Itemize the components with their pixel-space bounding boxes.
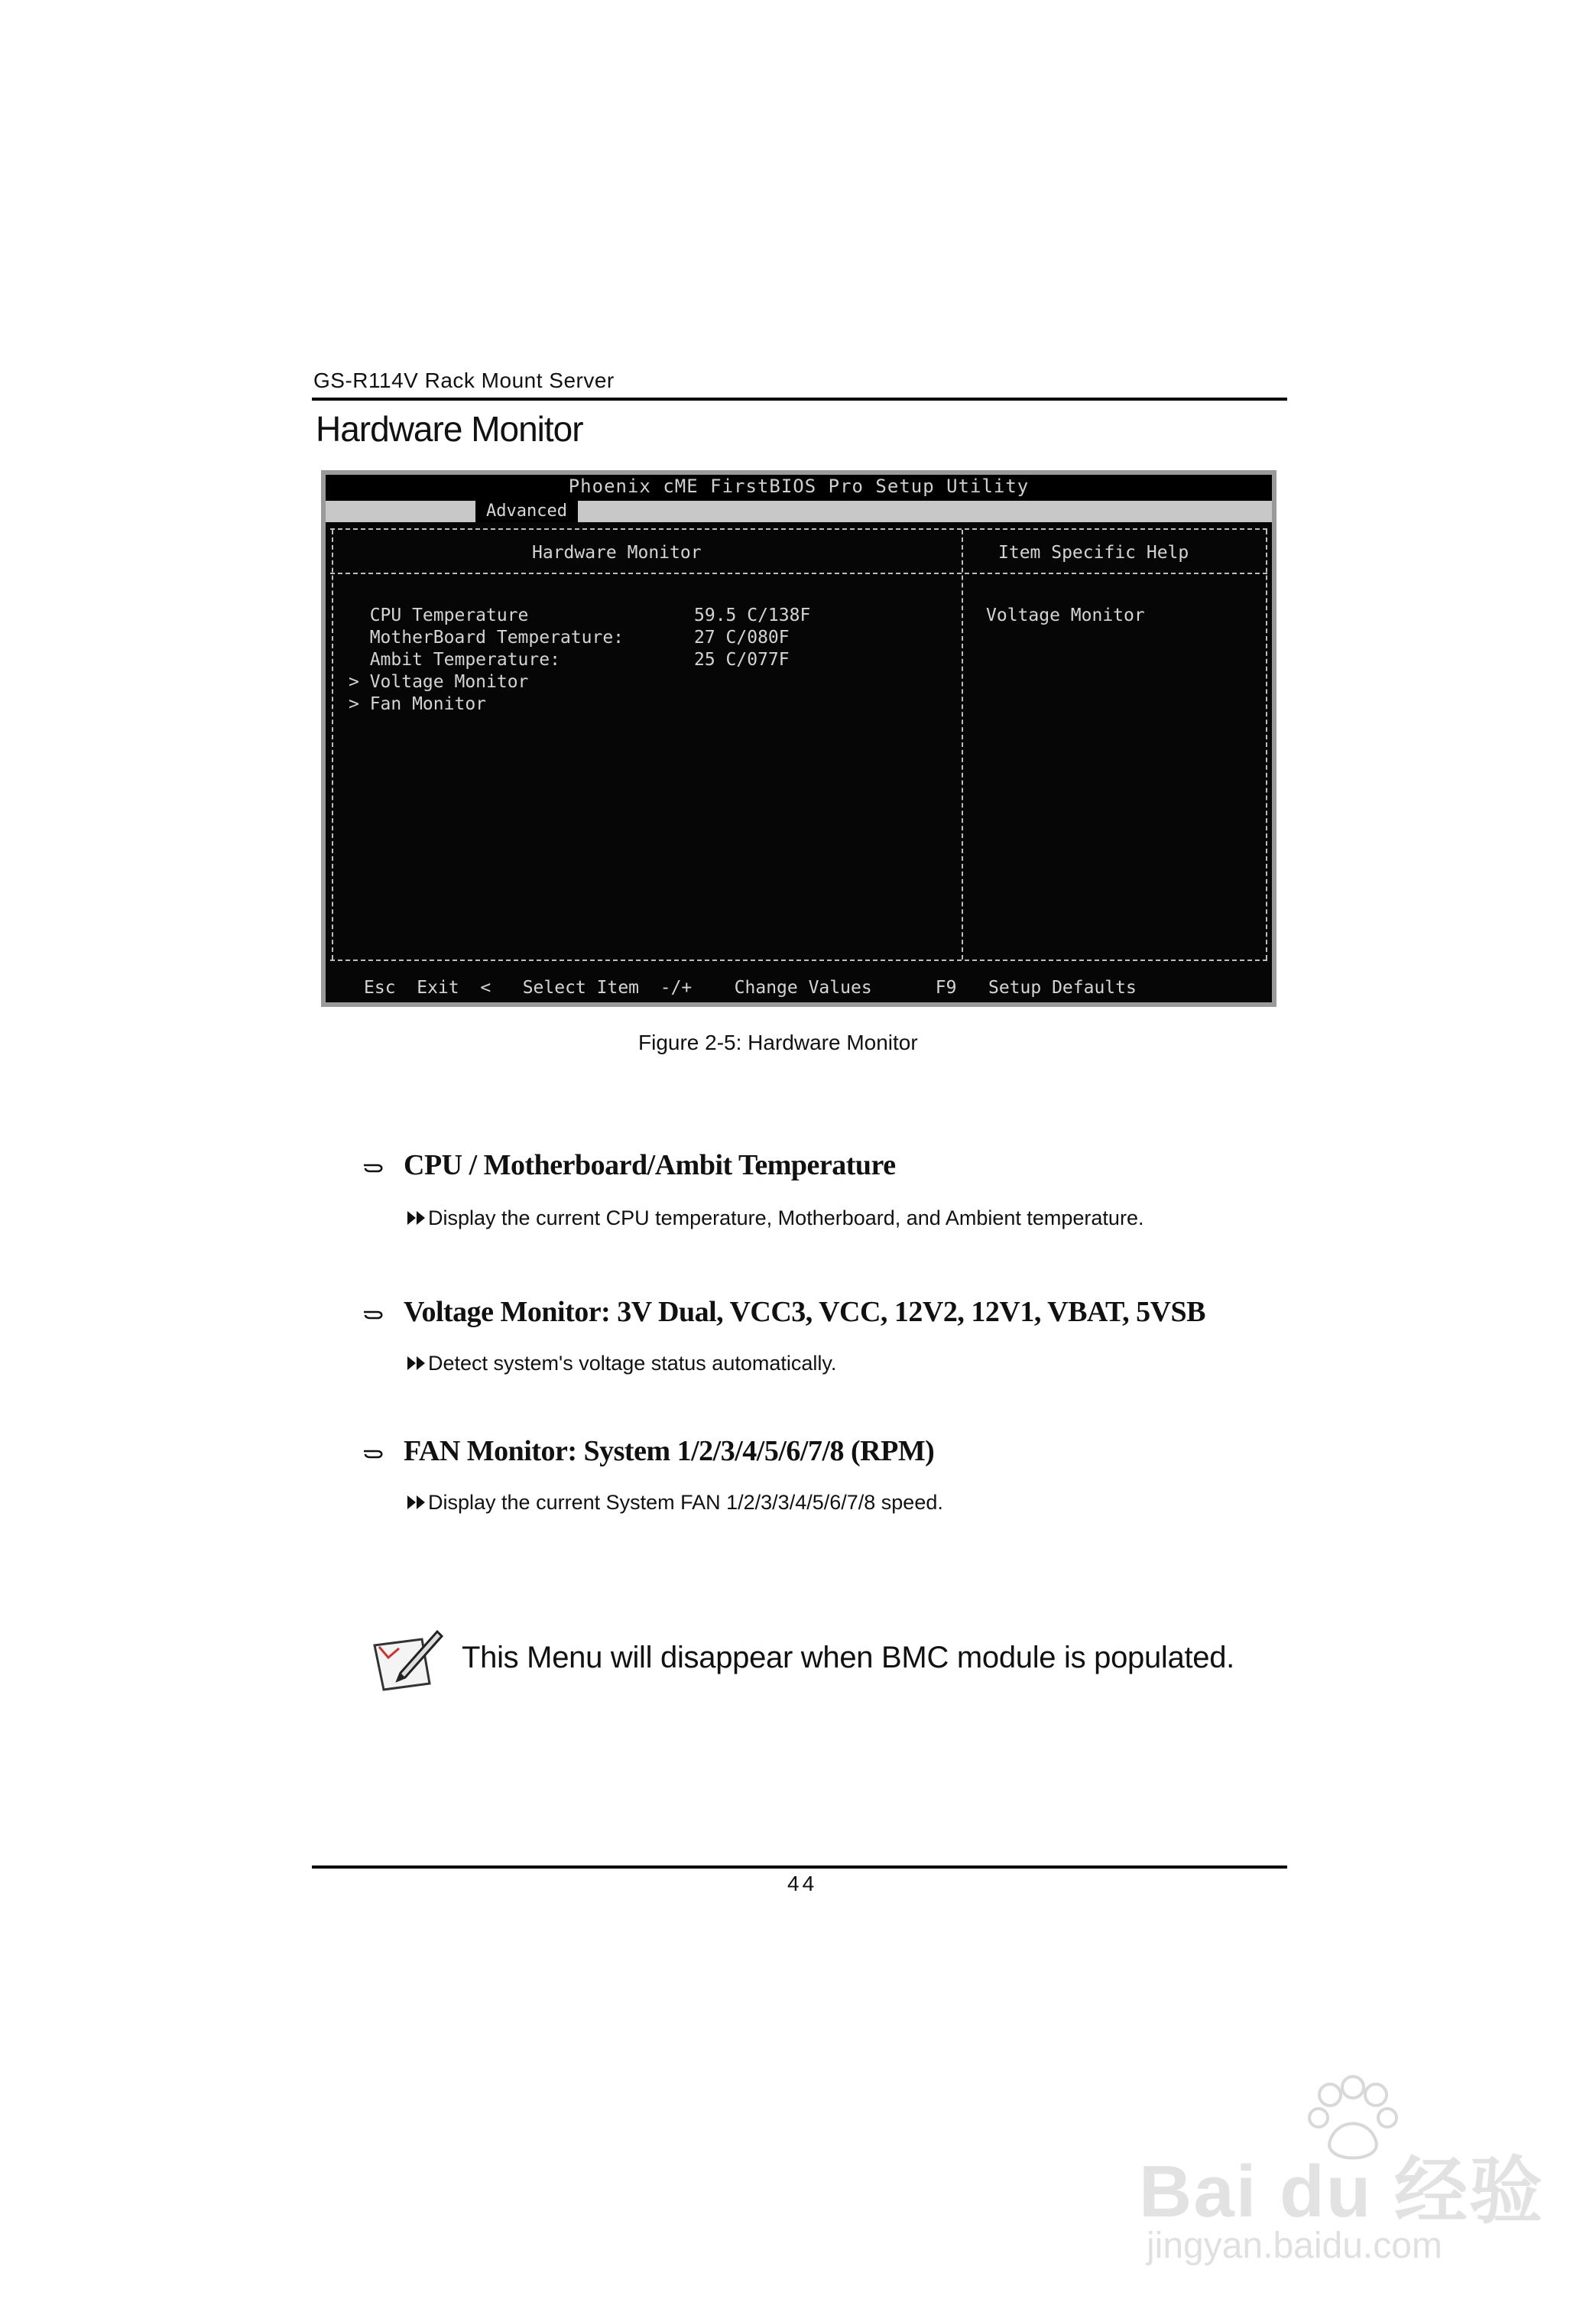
bios-help-text: Voltage Monitor xyxy=(986,606,1145,625)
watermark-url: jingyan.baidu.com xyxy=(1147,2226,1442,2266)
bios-right-border xyxy=(1266,530,1267,960)
section-title: Hardware Monitor xyxy=(316,409,583,449)
bios-panel-divider xyxy=(962,530,963,960)
watermark-brand: Bai du 经验 xyxy=(1139,2151,1545,2232)
item-desc-voltage: Detect system's voltage status automatically. xyxy=(428,1352,837,1375)
bios-header-divider xyxy=(330,573,1267,574)
item-desc-temperature: Display the current CPU temperature, Motherboard, and Ambient temperature. xyxy=(428,1206,1144,1229)
bios-help-title: Item Specific Help xyxy=(998,543,1189,563)
bios-row-cpu-temp: CPU Temperature xyxy=(349,606,529,625)
figure-caption: Figure 2-5: Hardware Monitor xyxy=(638,1031,918,1054)
bios-row-ambit-temp: Ambit Temperature: xyxy=(349,650,560,670)
bios-row-fan-monitor: > Fan Monitor xyxy=(349,694,487,714)
item-title-voltage: Voltage Monitor: 3V Dual, VCC3, VCC, 12V2, 12V1, VBAT, 5VSB xyxy=(404,1296,1205,1328)
bios-footer-keys: Esc Exit < Select Item -/+ Change Values F9 Setup Defaults xyxy=(364,978,1137,998)
note-pencil-icon xyxy=(368,1627,445,1694)
bios-panel-title: Hardware Monitor xyxy=(532,543,702,563)
item-title-fan: FAN Monitor: System 1/2/3/4/5/6/7/8 (RPM) xyxy=(404,1435,935,1467)
bios-value-mb-temp: 27 C/080F xyxy=(694,628,790,648)
note-text: This Menu will disappear when BMC module is populated. xyxy=(462,1641,1234,1674)
double-arrow-icon xyxy=(407,1355,427,1372)
bios-value-ambit-temp: 25 C/077F xyxy=(694,650,790,670)
pointing-hand-icon xyxy=(362,1158,385,1176)
bios-top-border xyxy=(330,528,1267,530)
footer-rule xyxy=(312,1866,1287,1869)
bios-value-cpu-temp: 59.5 C/138F xyxy=(694,606,811,625)
bios-utility-title: Phoenix cME FirstBIOS Pro Setup Utility xyxy=(568,476,1030,497)
item-desc-fan: Display the current System FAN 1/2/3/3/4/5/6/7/8 speed. xyxy=(428,1491,943,1514)
item-title-temperature: CPU / Motherboard/Ambit Temperature xyxy=(404,1149,896,1181)
double-arrow-icon xyxy=(407,1494,427,1511)
pointing-hand-icon xyxy=(362,1304,385,1323)
double-arrow-icon xyxy=(407,1210,427,1226)
bios-tab-advanced: Advanced xyxy=(475,501,578,522)
header-rule xyxy=(312,398,1287,401)
bios-row-mb-temp: MotherBoard Temperature: xyxy=(349,628,624,648)
page-number: 44 xyxy=(787,1872,818,1895)
document-header-title: GS-R114V Rack Mount Server xyxy=(313,369,615,392)
bios-menu-bar xyxy=(326,501,1272,522)
bios-screenshot xyxy=(321,470,1276,1007)
bios-bottom-border xyxy=(330,960,1267,961)
pointing-hand-icon xyxy=(362,1443,385,1462)
bios-left-border xyxy=(332,530,333,960)
bios-row-voltage-monitor: > Voltage Monitor xyxy=(349,672,529,692)
